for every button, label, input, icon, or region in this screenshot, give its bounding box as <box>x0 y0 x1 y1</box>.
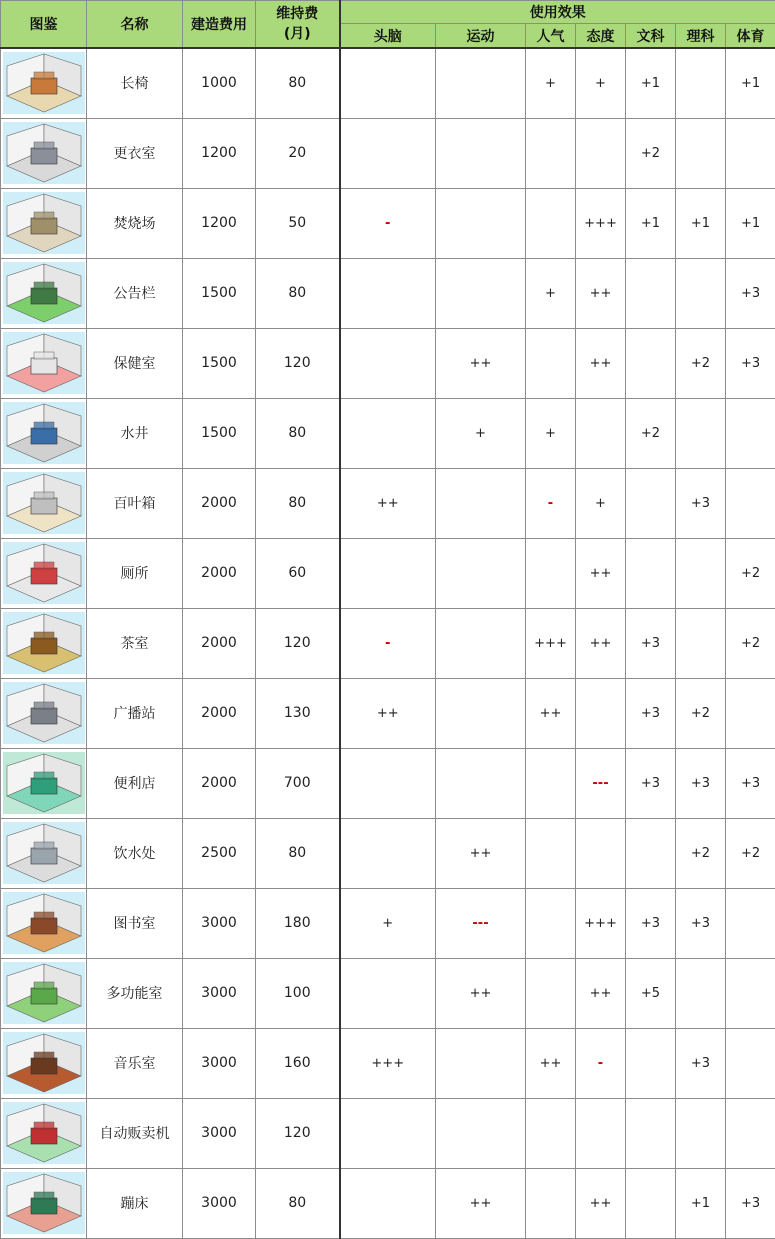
facility-image-cell <box>1 398 87 468</box>
facility-name: 更衣室 <box>87 118 183 188</box>
header-effect: 理科 <box>676 24 726 49</box>
broadcast-room-icon <box>3 682 85 744</box>
effect-cell: + <box>526 258 576 328</box>
table-row <box>1 328 775 398</box>
header-icon: 图鉴 <box>1 1 87 49</box>
facility-image-cell <box>1 1168 87 1238</box>
maintenance-cost: 100 <box>256 958 340 1028</box>
effect-cell: +3 <box>726 328 775 398</box>
header-effect: 头脑 <box>340 24 436 49</box>
effect-cell: +3 <box>676 888 726 958</box>
bench-icon <box>3 52 85 114</box>
effect-cell <box>340 958 436 1028</box>
build-cost: 3000 <box>183 888 256 958</box>
facility-name: 图书室 <box>87 888 183 958</box>
effect-cell: +2 <box>726 608 775 678</box>
table-row <box>1 1168 775 1238</box>
effect-cell: - <box>340 188 436 258</box>
build-cost: 2000 <box>183 538 256 608</box>
effect-cell <box>436 608 526 678</box>
effect-cell <box>626 1168 676 1238</box>
build-cost: 2000 <box>183 678 256 748</box>
effect-cell: ++ <box>576 958 626 1028</box>
maintenance-cost: 120 <box>256 608 340 678</box>
header-effect: 体育 <box>726 24 775 49</box>
effect-cell <box>436 258 526 328</box>
effect-cell: +3 <box>626 888 676 958</box>
effect-cell <box>626 1028 676 1098</box>
effect-cell <box>576 398 626 468</box>
facility-name: 公告栏 <box>87 258 183 328</box>
facility-name: 多功能室 <box>87 958 183 1028</box>
effect-cell: ++ <box>576 538 626 608</box>
effect-cell: ++ <box>526 678 576 748</box>
build-cost: 1500 <box>183 398 256 468</box>
facility-name: 水井 <box>87 398 183 468</box>
effect-cell <box>576 818 626 888</box>
effect-cell <box>340 1098 436 1168</box>
effect-cell <box>436 678 526 748</box>
effect-cell: ++ <box>576 258 626 328</box>
effect-cell: ++ <box>436 328 526 398</box>
weather-box-icon <box>3 472 85 534</box>
effect-cell: +2 <box>726 818 775 888</box>
effect-cell: +1 <box>726 188 775 258</box>
effect-cell <box>626 328 676 398</box>
effect-cell <box>526 958 576 1028</box>
effect-cell <box>676 398 726 468</box>
effect-cell <box>436 1098 526 1168</box>
effect-cell <box>526 328 576 398</box>
facility-image-cell <box>1 608 87 678</box>
effect-cell <box>340 1168 436 1238</box>
maintenance-cost: 160 <box>256 1028 340 1098</box>
build-cost: 3000 <box>183 1098 256 1168</box>
facility-name: 焚烧场 <box>87 188 183 258</box>
facility-name: 百叶箱 <box>87 468 183 538</box>
effect-cell: + <box>526 398 576 468</box>
build-cost: 1500 <box>183 258 256 328</box>
effect-cell: +++ <box>576 188 626 258</box>
effect-cell: ++ <box>576 1168 626 1238</box>
table-row <box>1 258 775 328</box>
effect-cell: +3 <box>626 678 676 748</box>
header-maintenance-label: 维持费 (月) <box>276 6 318 42</box>
effect-cell <box>436 118 526 188</box>
effect-cell: - <box>340 608 436 678</box>
header-maintenance <box>256 1 340 49</box>
effect-cell: +2 <box>676 328 726 398</box>
header-effect-group: 使用效果 <box>340 1 775 24</box>
effect-cell: ++ <box>436 958 526 1028</box>
build-cost: 1000 <box>183 48 256 118</box>
effect-cell <box>726 1028 775 1098</box>
table-row <box>1 188 775 258</box>
vending-machine-icon <box>3 1102 85 1164</box>
maintenance-cost: 80 <box>256 818 340 888</box>
effect-cell <box>676 538 726 608</box>
effect-cell: +2 <box>676 678 726 748</box>
facility-name: 饮水处 <box>87 818 183 888</box>
build-cost: 1200 <box>183 118 256 188</box>
effect-cell <box>436 538 526 608</box>
effect-cell <box>526 1098 576 1168</box>
table-row <box>1 118 775 188</box>
effect-cell: +++ <box>526 608 576 678</box>
effect-cell: ++ <box>526 1028 576 1098</box>
build-cost: 3000 <box>183 958 256 1028</box>
effect-cell: +1 <box>626 188 676 258</box>
effect-cell <box>340 398 436 468</box>
maintenance-cost: 50 <box>256 188 340 258</box>
effect-cell <box>526 818 576 888</box>
effect-cell <box>726 1098 775 1168</box>
effect-cell <box>340 538 436 608</box>
trampoline-icon <box>3 1172 85 1234</box>
facility-name: 蹦床 <box>87 1168 183 1238</box>
maintenance-cost: 80 <box>256 468 340 538</box>
facility-image-cell <box>1 258 87 328</box>
effect-cell <box>576 678 626 748</box>
effect-cell <box>626 468 676 538</box>
effect-cell: --- <box>576 748 626 818</box>
effect-cell: +3 <box>726 748 775 818</box>
effect-cell <box>340 818 436 888</box>
effect-cell: +1 <box>676 1168 726 1238</box>
effect-cell <box>726 888 775 958</box>
effect-cell <box>340 748 436 818</box>
effect-cell <box>676 608 726 678</box>
header-name: 名称 <box>87 1 183 49</box>
maintenance-cost: 80 <box>256 258 340 328</box>
effect-cell <box>436 748 526 818</box>
effect-cell: +++ <box>576 888 626 958</box>
library-icon <box>3 892 85 954</box>
water-fountain-icon <box>3 822 85 884</box>
facility-image-cell <box>1 48 87 118</box>
effect-cell: +3 <box>726 1168 775 1238</box>
build-cost: 2000 <box>183 748 256 818</box>
effect-cell: + <box>340 888 436 958</box>
effect-cell: +5 <box>626 958 676 1028</box>
table-row <box>1 678 775 748</box>
effect-cell <box>626 1098 676 1168</box>
effect-cell <box>676 118 726 188</box>
effect-cell: ++ <box>340 678 436 748</box>
table-row <box>1 608 775 678</box>
effect-cell <box>436 1028 526 1098</box>
effect-cell <box>676 958 726 1028</box>
effect-cell <box>526 118 576 188</box>
effect-cell <box>526 1168 576 1238</box>
maintenance-cost: 60 <box>256 538 340 608</box>
effect-cell: + <box>526 48 576 118</box>
effect-cell: + <box>576 468 626 538</box>
effect-cell <box>676 258 726 328</box>
maintenance-cost: 20 <box>256 118 340 188</box>
effect-cell <box>340 258 436 328</box>
table-row <box>1 958 775 1028</box>
header-effect: 文科 <box>626 24 676 49</box>
multipurpose-room-icon <box>3 962 85 1024</box>
build-cost: 3000 <box>183 1168 256 1238</box>
header-effect: 运动 <box>436 24 526 49</box>
well-icon <box>3 402 85 464</box>
effect-cell: +3 <box>626 748 676 818</box>
effect-cell: - <box>576 1028 626 1098</box>
effect-cell <box>676 1098 726 1168</box>
effect-cell: +2 <box>626 398 676 468</box>
convenience-store-icon <box>3 752 85 814</box>
effect-cell <box>576 1098 626 1168</box>
maintenance-cost: 700 <box>256 748 340 818</box>
facility-image-cell <box>1 468 87 538</box>
maintenance-cost: 120 <box>256 1098 340 1168</box>
facility-image-cell <box>1 888 87 958</box>
effect-cell <box>436 468 526 538</box>
header-effect: 态度 <box>576 24 626 49</box>
table-row <box>1 818 775 888</box>
table-row <box>1 1028 775 1098</box>
table-row <box>1 1098 775 1168</box>
effect-cell <box>436 48 526 118</box>
facility-image-cell <box>1 1098 87 1168</box>
effect-cell: +3 <box>626 608 676 678</box>
effect-cell: +3 <box>676 468 726 538</box>
facility-image-cell <box>1 188 87 258</box>
effect-cell: +1 <box>676 188 726 258</box>
build-cost: 3000 <box>183 1028 256 1098</box>
effect-cell <box>626 538 676 608</box>
toilet-icon <box>3 542 85 604</box>
effect-cell <box>340 48 436 118</box>
header-effect: 人气 <box>526 24 576 49</box>
facility-image-cell <box>1 958 87 1028</box>
effect-cell: +1 <box>626 48 676 118</box>
build-cost: 2000 <box>183 468 256 538</box>
effect-cell: ++ <box>436 1168 526 1238</box>
table-row <box>1 888 775 958</box>
facility-image-cell <box>1 118 87 188</box>
effect-cell: - <box>526 468 576 538</box>
build-cost: 2500 <box>183 818 256 888</box>
effect-cell <box>726 678 775 748</box>
effect-cell <box>526 748 576 818</box>
effect-cell <box>576 118 626 188</box>
effect-cell <box>726 958 775 1028</box>
maintenance-cost: 120 <box>256 328 340 398</box>
locker-room-icon <box>3 122 85 184</box>
effect-cell <box>726 468 775 538</box>
infirmary-icon <box>3 332 85 394</box>
maintenance-cost: 80 <box>256 1168 340 1238</box>
effect-cell: +3 <box>676 748 726 818</box>
effect-cell: ++ <box>436 818 526 888</box>
table-row <box>1 538 775 608</box>
effect-cell <box>626 818 676 888</box>
effect-cell <box>526 538 576 608</box>
facility-name: 厕所 <box>87 538 183 608</box>
effect-cell <box>726 398 775 468</box>
facility-image-cell <box>1 678 87 748</box>
facility-name: 茶室 <box>87 608 183 678</box>
facility-name: 音乐室 <box>87 1028 183 1098</box>
facility-name: 广播站 <box>87 678 183 748</box>
effect-cell: ++ <box>340 468 436 538</box>
facility-name: 保健室 <box>87 328 183 398</box>
maintenance-cost: 130 <box>256 678 340 748</box>
effect-cell: +2 <box>676 818 726 888</box>
effect-cell <box>340 328 436 398</box>
effect-cell <box>726 118 775 188</box>
build-cost: 2000 <box>183 608 256 678</box>
header-build-cost: 建造费用 <box>183 1 256 49</box>
maintenance-cost: 80 <box>256 398 340 468</box>
effect-cell: --- <box>436 888 526 958</box>
effect-cell: +2 <box>626 118 676 188</box>
effect-cell: +3 <box>726 258 775 328</box>
build-cost: 1500 <box>183 328 256 398</box>
facility-image-cell <box>1 538 87 608</box>
effect-cell <box>626 258 676 328</box>
facility-image-cell <box>1 328 87 398</box>
table-row <box>1 398 775 468</box>
music-room-icon <box>3 1032 85 1094</box>
effect-cell <box>526 188 576 258</box>
effect-cell: ++ <box>576 608 626 678</box>
incinerator-icon <box>3 192 85 254</box>
effect-cell: ++ <box>576 328 626 398</box>
table-row <box>1 468 775 538</box>
facility-image-cell <box>1 1028 87 1098</box>
effect-cell <box>436 188 526 258</box>
facility-image-cell <box>1 818 87 888</box>
effect-cell: + <box>576 48 626 118</box>
effect-cell: +++ <box>340 1028 436 1098</box>
table-row <box>1 48 775 118</box>
bulletin-board-icon <box>3 262 85 324</box>
facility-name: 便利店 <box>87 748 183 818</box>
effect-cell: + <box>436 398 526 468</box>
maintenance-cost: 180 <box>256 888 340 958</box>
facility-name: 自动贩卖机 <box>87 1098 183 1168</box>
facility-name: 长椅 <box>87 48 183 118</box>
effect-cell <box>340 118 436 188</box>
tea-room-icon <box>3 612 85 674</box>
maintenance-cost: 80 <box>256 48 340 118</box>
build-cost: 1200 <box>183 188 256 258</box>
effect-cell: +3 <box>676 1028 726 1098</box>
facility-image-cell <box>1 748 87 818</box>
effect-cell: +2 <box>726 538 775 608</box>
effect-cell <box>526 888 576 958</box>
effect-cell <box>676 48 726 118</box>
effect-cell: +1 <box>726 48 775 118</box>
table-row <box>1 748 775 818</box>
